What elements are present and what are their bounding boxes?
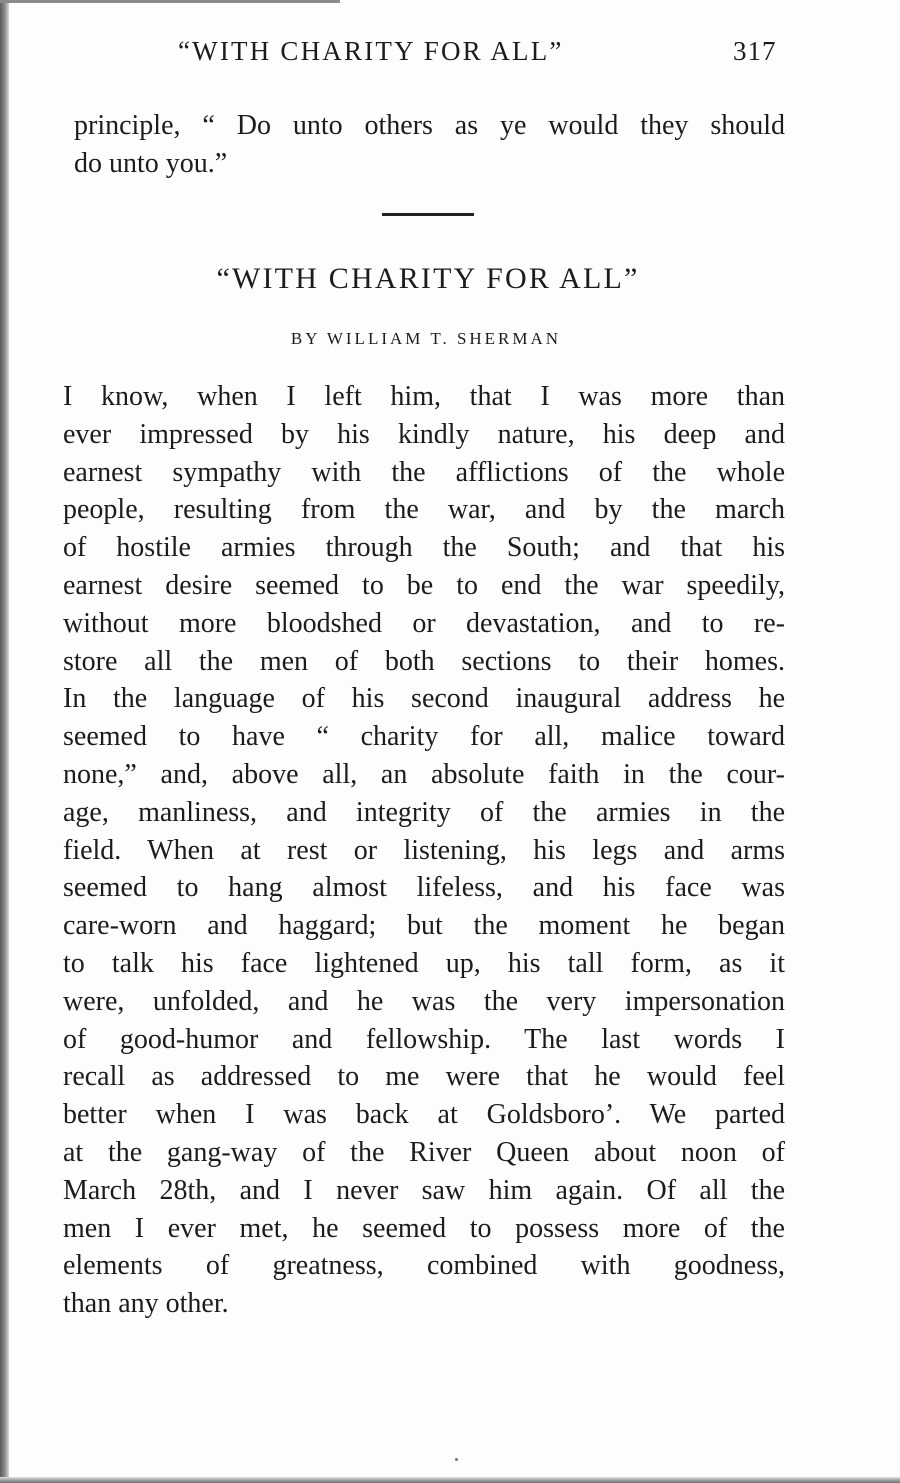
previous-paragraph — [74, 107, 785, 183]
scan-speck — [455, 1458, 458, 1461]
paragraph-line: principle, “ Do unto others as ye would they should — [74, 110, 785, 141]
paragraph-line: none,” and, above all, an absolute faith in the cour- — [63, 758, 785, 790]
paragraph-line: without more bloodshed or devastation, and to re- — [63, 607, 785, 639]
paragraph-line: I know, when I left him, that I was more than — [63, 381, 785, 412]
paragraph-line: care-worn and haggard; but the moment he began — [63, 910, 785, 942]
paragraph-line: seemed to hang almost lifeless, and his face was — [63, 872, 785, 904]
paragraph-line: were, unfolded, and he was the very impersonation — [63, 985, 785, 1017]
section-divider — [382, 213, 474, 216]
paragraph-line: to talk his face lightened up, his tall form, as it — [63, 947, 785, 979]
running-head: “WITH CHARITY FOR ALL” — [178, 36, 564, 66]
paragraph-line: recall as addressed to me were that he would feel — [63, 1061, 785, 1093]
paragraph-line: of good-humor and fellowship. The last words I — [63, 1023, 785, 1055]
paragraph-line: In the language of his second inaugural address he — [63, 683, 785, 715]
paragraph-line: March 28th, and I never saw him again. Of all the — [63, 1174, 785, 1206]
article-body — [63, 378, 785, 1323]
paragraph-line: at the gang-way of the River Queen about noon of — [63, 1136, 785, 1168]
paragraph-line: earnest sympathy with the afflictions of the whole — [63, 456, 785, 488]
paragraph-line: age, manliness, and integrity of the armies in the — [63, 796, 785, 828]
paragraph-line: ever impressed by his kindly nature, his deep and — [63, 418, 785, 450]
scan-edge-bottom — [0, 1477, 900, 1483]
paragraph-line: of hostile armies through the South; and that his — [63, 532, 785, 564]
page-number: 317 — [733, 36, 777, 66]
paragraph-line: do unto you.” — [74, 147, 228, 179]
article-title: “WITH CHARITY FOR ALL” — [216, 262, 640, 295]
scan-edge-top — [0, 0, 340, 3]
paragraph-line: people, resulting from the war, and by the march — [63, 494, 785, 526]
article-byline: BY WILLIAM T. SHERMAN — [290, 329, 562, 348]
paragraph-line: than any other. — [63, 1288, 229, 1320]
paragraph-line: field. When at rest or listening, his legs and arms — [63, 834, 785, 866]
paragraph-line: better when I was back at Goldsboro’. We parted — [63, 1099, 785, 1131]
paragraph-line: earnest desire seemed to be to end the war speedily, — [63, 569, 785, 601]
paragraph-line: elements of greatness, combined with goodness, — [63, 1250, 785, 1282]
scan-edge-left — [0, 0, 9, 1483]
paragraph-line: store all the men of both sections to their homes. — [63, 645, 785, 677]
paragraph-line: seemed to have “ charity for all, malice toward — [63, 721, 785, 753]
paragraph-line: men I ever met, he seemed to possess more of the — [63, 1212, 785, 1244]
